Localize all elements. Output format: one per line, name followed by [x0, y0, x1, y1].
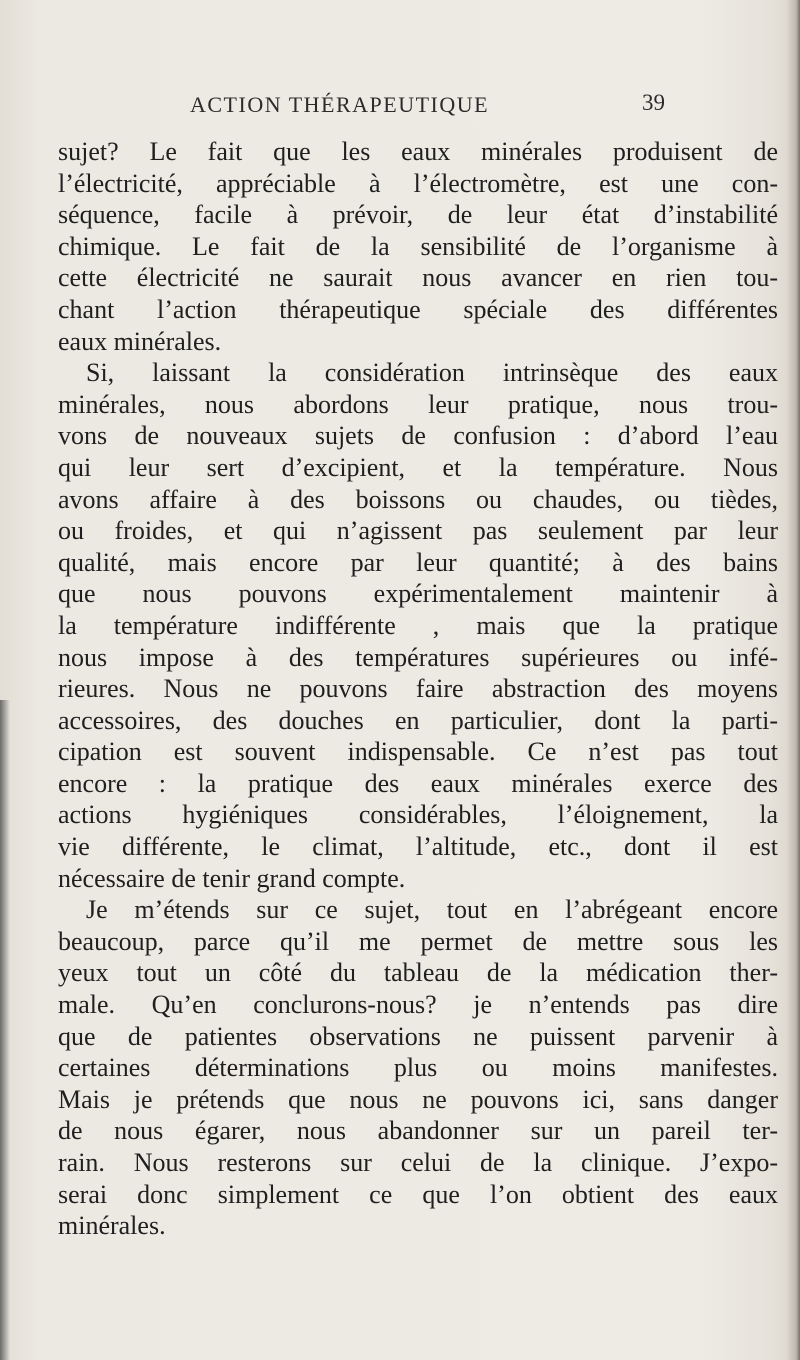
- text-line: que nous pouvons expérimentalement maintenir à: [58, 579, 778, 609]
- text-line: l’électricité, appréciable à l’électromètre, est une con-: [58, 168, 778, 198]
- text-line: certaines déterminations plus ou moins manifestes.: [58, 1053, 778, 1083]
- text-line: qui leur sert d’excipient, et la température. Nous: [58, 452, 778, 482]
- text-line: avons affaire à des boissons ou chaudes, ou tièdes,: [58, 484, 778, 514]
- text-line: chimique. Le fait de la sensibilité de l’organisme à: [58, 231, 778, 261]
- text-line: de nous égarer, nous abandonner sur un pareil ter-: [58, 1116, 778, 1146]
- text-line: nécessaire de tenir grand compte.: [58, 863, 406, 893]
- binding-shadow: [0, 700, 10, 1360]
- text-line: Je m’étends sur ce sujet, tout en l’abrégeant encore: [86, 895, 778, 925]
- running-title: ACTION THÉRAPEUTIQUE: [190, 92, 490, 117]
- text-line: rain. Nous resterons sur celui de la clinique. J’expo-: [58, 1148, 778, 1177]
- text-line: rieures. Nous ne pouvons faire abstraction des moyens: [58, 674, 778, 704]
- text-line: séquence, facile à prévoir, de leur état d’instabilité: [58, 200, 778, 230]
- text-line: Si, laissant la considération intrinsèque des eaux: [86, 358, 778, 388]
- text-line: Mais je prétends que nous ne pouvons ici, sans danger: [58, 1084, 778, 1114]
- text-line: eaux minérales.: [58, 326, 222, 356]
- text-line: accessoires, des douches en particulier, dont la parti-: [58, 705, 778, 735]
- body-text: [58, 136, 778, 1242]
- text-line: serai donc simplement ce que l’on obtient des eaux: [58, 1179, 778, 1209]
- text-line: cette électricité ne saurait nous avancer en rien tou-: [58, 263, 778, 293]
- text-line: qualité, mais encore par leur quantité; à des bains: [58, 547, 778, 577]
- text-line: male. Qu’en conclurons-nous? je n’entends pas dire: [58, 990, 778, 1020]
- text-line: chant l’action thérapeutique spéciale des différentes: [58, 294, 778, 324]
- text-line: vons de nouveaux sujets de confusion : d’abord l’eau: [58, 421, 778, 451]
- page-edge-shadow: [786, 0, 800, 1360]
- text-line: ou froides, et qui n’agissent pas seulement par leur: [58, 516, 778, 546]
- text-line: la température indifférente , mais que la pratique: [58, 610, 778, 640]
- text-line: minérales, nous abordons leur pratique, nous trou-: [58, 389, 778, 419]
- text-line: nous impose à des températures supérieures ou infé-: [58, 642, 778, 672]
- text-line: minérales.: [58, 1211, 166, 1241]
- text-line: beaucoup, parce qu’il me permet de mettre sous les: [58, 926, 778, 956]
- text-line: sujet? Le fait que les eaux minérales produisent de: [58, 137, 778, 166]
- text-line: yeux tout un côté du tableau de la médication ther-: [58, 958, 778, 988]
- text-line: que de patientes observations ne puissent parvenir à: [58, 1021, 778, 1051]
- text-line: actions hygiéniques considérables, l’éloignement, la: [58, 800, 778, 830]
- text-line: vie différente, le climat, l’altitude, etc., dont il est: [58, 832, 778, 862]
- text-line: cipation est souvent indispensable. Ce n’est pas tout: [58, 737, 778, 767]
- page-number: 39: [642, 90, 665, 115]
- text-line: encore : la pratique des eaux minérales exerce des: [58, 768, 778, 798]
